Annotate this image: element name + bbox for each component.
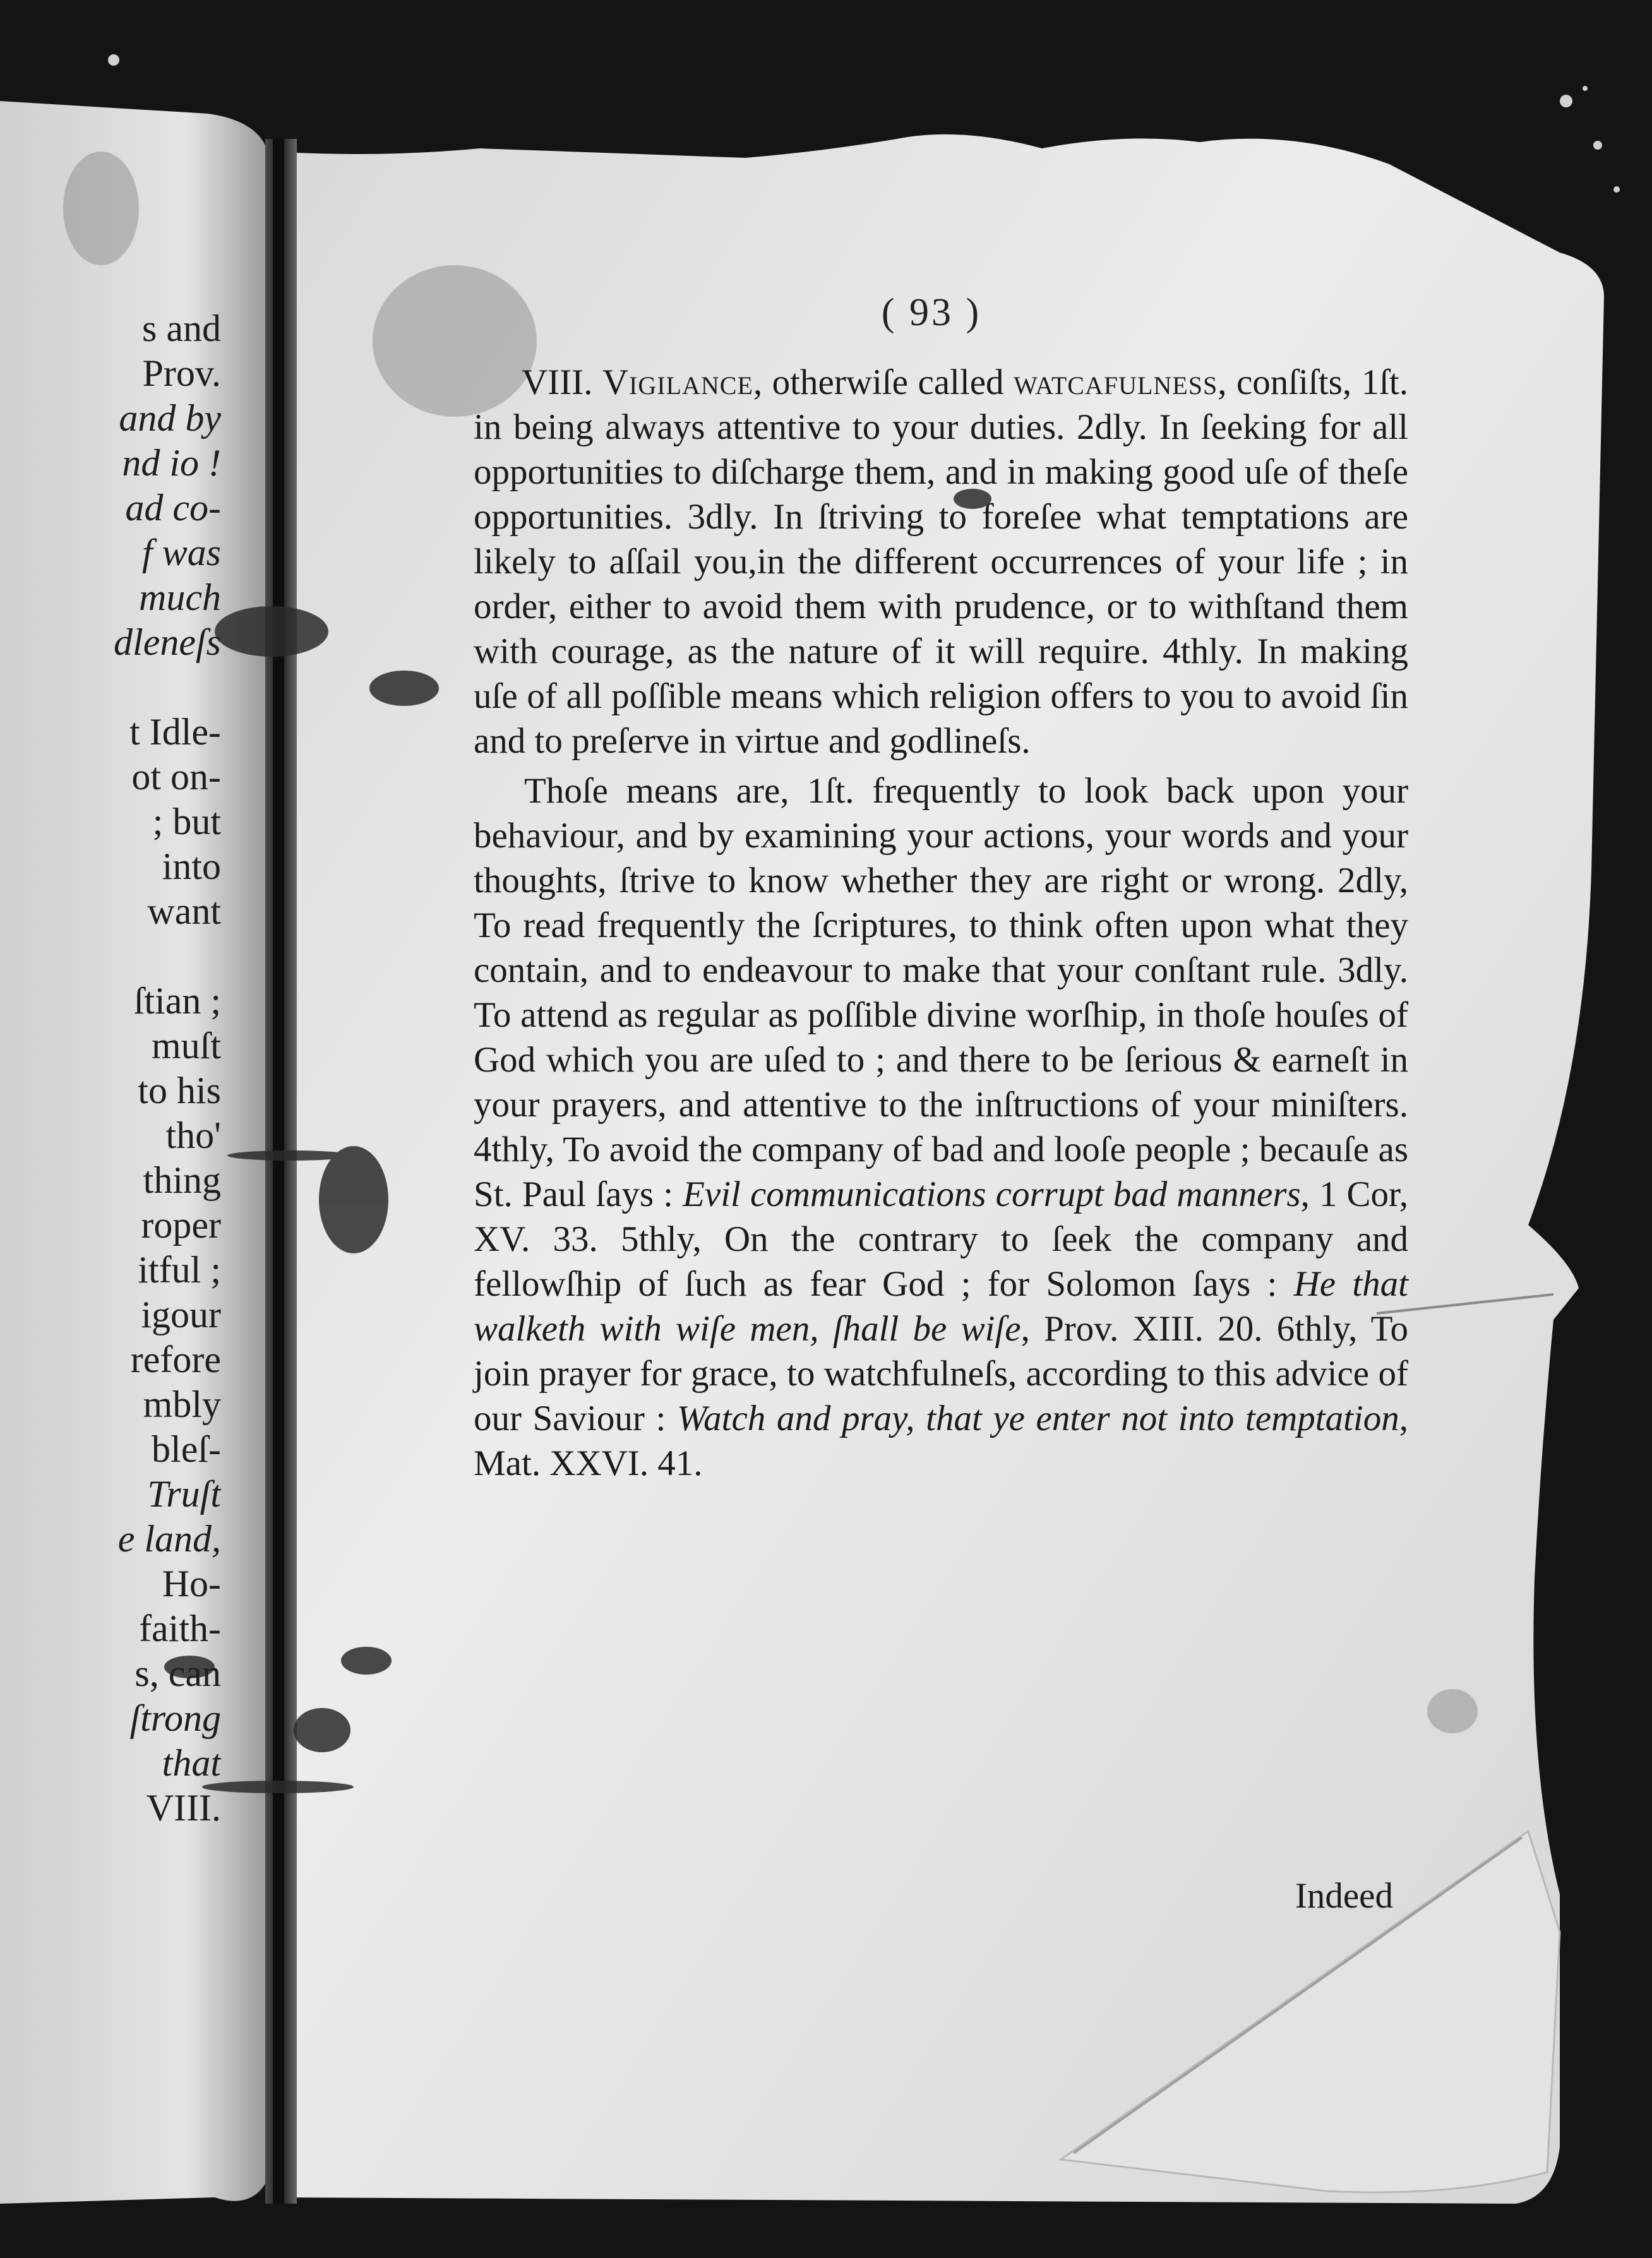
paragraph1-text-a: , otherwiſe called (753, 362, 1014, 402)
left-page-line: mbly (143, 1383, 221, 1425)
left-page-line: t Idle- (129, 711, 221, 753)
section-heading: Vigilance (602, 362, 753, 402)
paragraph2-text-3: , Prov. XIII. 20. 6thly, To join prayer for grace, to watchfulneſs, according to this advice of our Saviour : (474, 1309, 1408, 1438)
left-page-line: refore (130, 1339, 221, 1380)
left-page-line: nd io ! (122, 442, 221, 484)
left-page-line: ſtian ; (133, 980, 221, 1022)
left-page-line: s, can (135, 1652, 221, 1694)
left-page-line: dleneſs (114, 621, 221, 663)
left-page-line: igour (141, 1294, 221, 1335)
left-page-line: ; but (152, 801, 221, 842)
left-page-line: and by (119, 397, 221, 439)
left-page-line: s and (142, 308, 221, 349)
left-page-line: roper (141, 1204, 221, 1246)
left-page-fragment (0, 303, 221, 1920)
left-page-line: ſtrong (129, 1697, 221, 1739)
left-page-line: ot on- (131, 756, 221, 797)
left-page-line: tho' (165, 1114, 221, 1156)
paragraph2-text-4: , Mat. XXVI. 41. (474, 1399, 1408, 1483)
catchword: Indeed (1295, 1876, 1393, 1916)
paragraph-vigilance (474, 360, 1408, 763)
quotation-proverbs: He that walketh with wiſe men, ſhall be wiſe (474, 1264, 1408, 1349)
left-page-line: Ho- (162, 1563, 221, 1604)
paragraph2-text-1: Thoſe means are, 1ſt. frequently to look back upon your behaviour, and by examining your actions, your words and your thoughts, ſtrive to know whether they are right or wrong. 2dly, To read frequently the ſcriptures, to think often upon what they contain, and to endeavour to make that your conſtant rule. 3dly. To attend as regular as poſſible divine worſhip, in thoſe houſes of God which you are uſed to ; and there to be ſerious & earneſt in your prayers, and attentive to the inſtructions of your miniſters. 4thly, To avoid the company of bad and looſe people ; becauſe as St. Paul ſays : (474, 771, 1408, 1214)
page-number: ( 93 ) (881, 291, 982, 334)
left-page-line: e land, (117, 1518, 221, 1560)
left-page-line: to his (138, 1070, 221, 1111)
left-page-line: that (162, 1742, 221, 1784)
left-page-line: faith- (139, 1608, 221, 1649)
page-body (474, 360, 1408, 1486)
left-page-line: ad co- (125, 487, 221, 529)
quotation-matthew: Watch and pray, that ye enter not into temptation (676, 1399, 1399, 1438)
left-page-line: into (162, 845, 221, 887)
left-page-line: Prov. (142, 352, 221, 394)
left-page-line: VIII. (146, 1787, 221, 1829)
paragraph2-text-2: , 1 Cor, XV. 33. 5thly, On the contrary to ſeek the company and fellowſhip of ſuch as fear God ; for Solomon ſays : (474, 1174, 1409, 1304)
left-page-line: thing (143, 1159, 221, 1201)
left-page-line: bleſ- (152, 1428, 221, 1470)
left-page-line: f was (141, 532, 221, 573)
paragraph-means (474, 768, 1408, 1486)
left-page-line: itful ; (138, 1249, 221, 1291)
left-page-line: much (139, 576, 221, 618)
section-heading-alt: watcafulness (1014, 362, 1218, 402)
left-page-line: muſt (151, 1025, 221, 1066)
left-page-line: want (147, 890, 221, 932)
section-numeral: VIII. (522, 362, 593, 402)
paragraph1-text-b: , conſiſts, 1ſt. in being always attentive to your duties. 2dly. In ſeeking for all opportunities to diſcharge them, and in making good uſe of theſe opportunities. 3dly. In ſtriving to foreſee what temptations are likely to aſſail you,in the different occurrences of your life ; in order, either to avoid them with prudence, or to withſtand them with courage, as the nature of it will require. 4thly. In making uſe of all poſſible means which religion offers to you to avoid ſin and to preſerve in virtue and godlineſs. (474, 362, 1409, 761)
left-page-line: Truſt (147, 1473, 221, 1515)
quotation-corinthians: Evil communications corrupt bad manners (683, 1174, 1301, 1214)
